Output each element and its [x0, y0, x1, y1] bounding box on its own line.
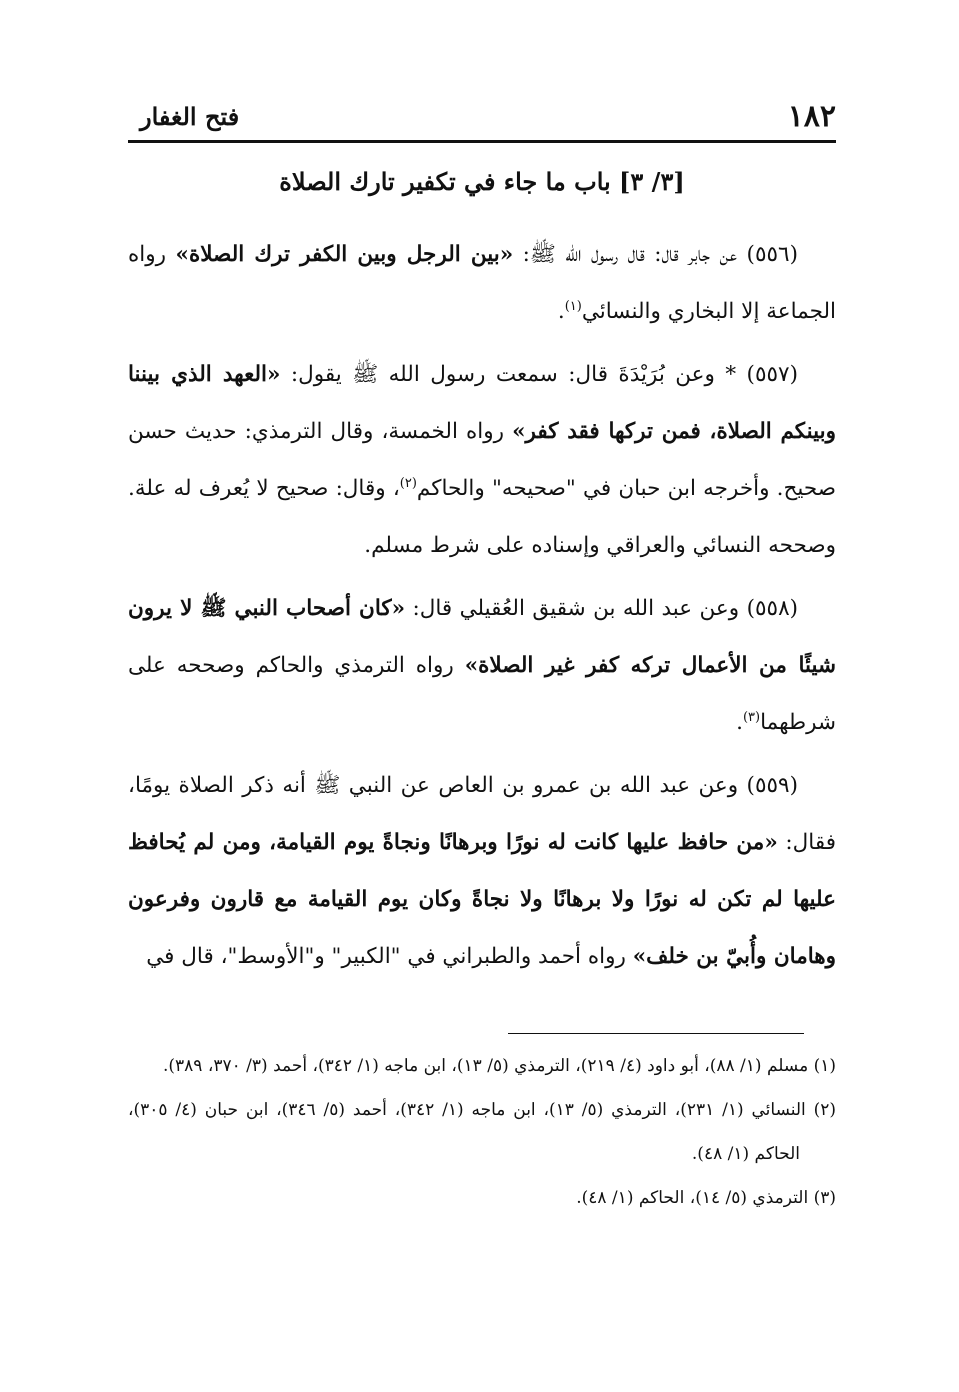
main-text: [128, 226, 836, 991]
footnote-ref: (٣): [742, 709, 761, 725]
footnote-3: (٣) الترمذي (٥/ ١٤)، الحاكم (١/ ٤٨).: [576, 1188, 836, 1208]
hadith-lead: (٥٥٧) * وعن بُرَيْدَةَ قال: سمعت رسول الله ﷺ يقول:: [280, 362, 798, 387]
hadith-lead: (٥٥٩) وعن عبد الله بن عمرو بن العاص عن النبي ﷺ أنه ذكر الصلاة يومًا، فقال:: [128, 773, 837, 855]
hadith-quote: «كان أصحاب النبي ﷺ لا يرون شيئًا من الأعمال تركه كفر غير الصلاة»: [128, 596, 836, 678]
page-number: ١٨٢: [787, 98, 836, 134]
hadith-557: [128, 346, 836, 574]
footnote-1: (١) مسلم (١/ ٨٨)، أبو داود (٤/ ٢١٩)، الترمذي (٥/ ١٣)، ابن ماجه (١/ ٣٤٢)، أحمد (٣/ ٣٧٠، ٣٨٩).: [163, 1056, 836, 1076]
hadith-quote: «بين الرجل وبين الكفر ترك الصلاة»: [175, 242, 514, 267]
hadith-tail: رواه الجماعة إلا البخاري والنسائي: [128, 242, 836, 324]
hadith-lead: (٥٥٦) عن جابر قال: قال رسول الله ﷺ:: [513, 242, 798, 267]
hadith-556: [128, 226, 836, 340]
footnote-ref: (٢): [399, 475, 417, 491]
footnote-divider: [508, 1033, 804, 1034]
hadith-end: .: [736, 710, 743, 735]
footnotes: [128, 1044, 836, 1220]
hadith-559: [128, 757, 836, 985]
chapter-heading: [٣/ ٣] باب ما جاء في تكفير تارك الصلاة: [279, 167, 685, 196]
hadith-end: .: [557, 299, 565, 324]
footnote-ref: (١): [564, 298, 582, 314]
running-title: فتح الغفار: [140, 101, 240, 131]
hadith-tail: رواه أحمد والطبراني في "الكبير" و"الأوسط"، قال في: [146, 944, 633, 969]
hadith-end: ، وقال: صحيح لا يُعرف له علة. وصححه النسائي والعراقي وإسناده على شرط مسلم.: [128, 476, 836, 558]
hadith-quote: «من حافظ عليها كانت له نورًا وبرهانًا ونجاةً يوم القيامة، ومن لم يُحافظ عليها لم تكن له نورًا ولا برهانًا ولا نجاةً وكان يوم القيامة مع قارون وفرعون وهامان وأُبيّ بن خلف»: [128, 830, 836, 969]
hadith-tail: رواه الترمذي والحاكم وصححه على شرطهما: [128, 653, 836, 735]
footnote-2: (٢) النسائي (١/ ٢٣١)، الترمذي (٥/ ١٣)، ابن ماجه (١/ ٣٤٢)، أحمد (٥/ ٣٤٦)، ابن حبان (٤/ ٣٠٥)، الحاكم (١/ ٤٨).: [128, 1100, 837, 1164]
hadith-quote: «العهد الذي بيننا وبينكم الصلاة، فمن تركها فقد كفر»: [128, 362, 836, 444]
hadith-558: [128, 580, 836, 751]
hadith-lead: (٥٥٨) وعن عبد الله بن شقيق العُقيلي قال:: [405, 596, 799, 621]
hadith-tail: رواه الخمسة، وقال الترمذي: حديث حسن صحيح. وأخرجه ابن حبان في "صحيحه" والحاكم: [128, 419, 836, 501]
page-header: [128, 84, 836, 143]
